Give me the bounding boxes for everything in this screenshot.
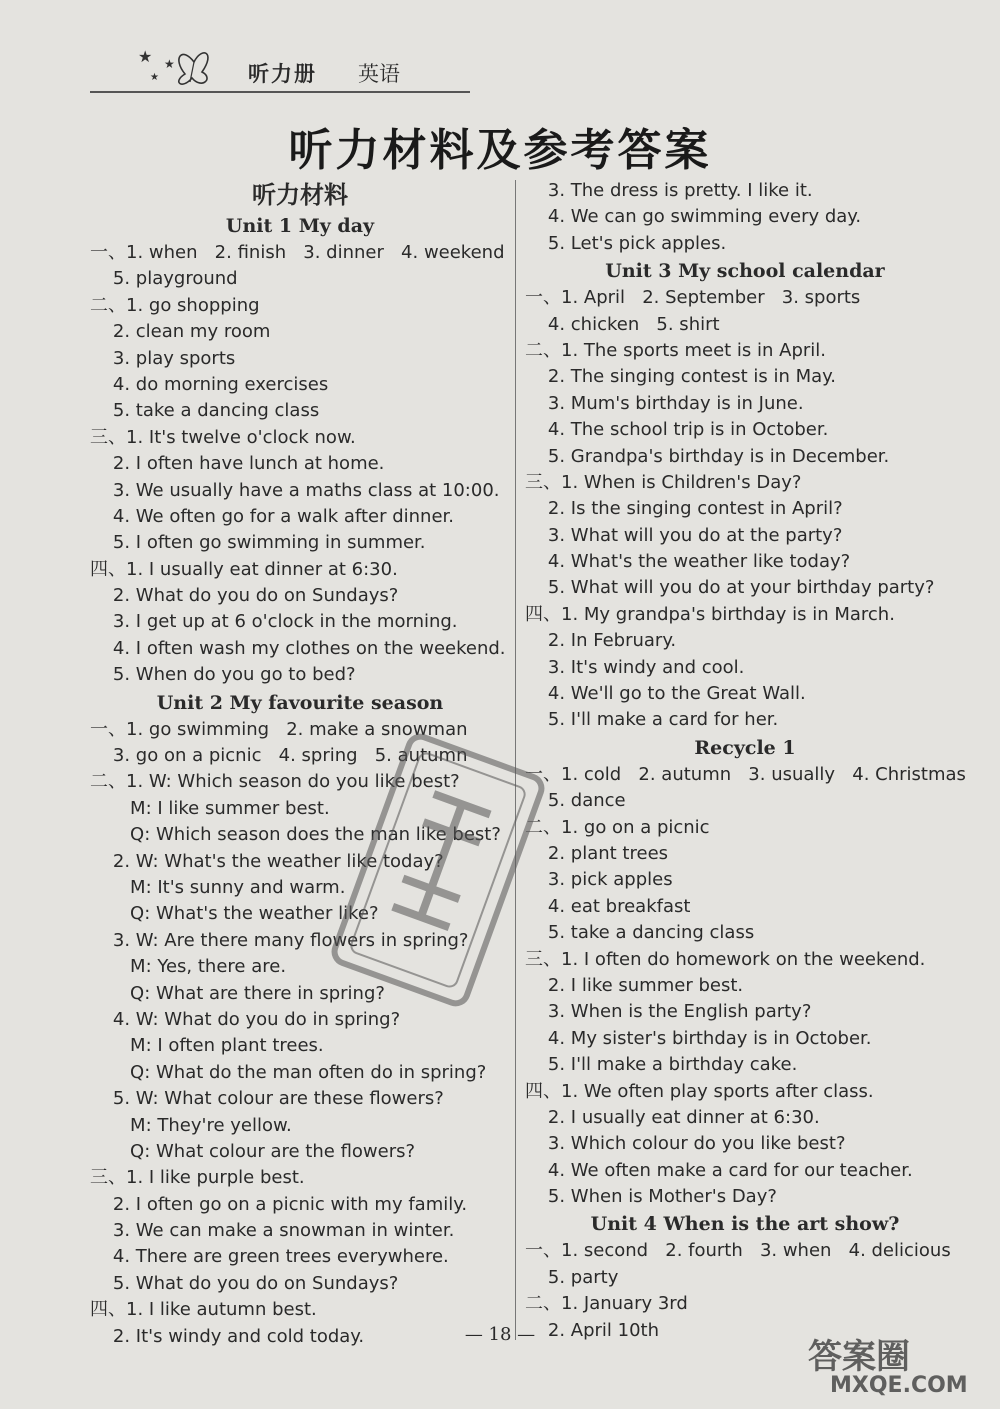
answer-line: Q: Which season does the man like best?: [90, 824, 501, 846]
answer-line: 2. W: What's the weather like today?: [90, 850, 444, 872]
answer-line: 2. The singing contest is in May.: [525, 366, 836, 388]
answer-line: Q: What are there in spring?: [90, 982, 385, 1004]
subject-label: 英语: [358, 62, 400, 86]
section-title: 听力材料: [252, 181, 348, 209]
answer-line: 5. take a dancing class: [525, 922, 755, 944]
answer-line: 5. W: What colour are these flowers?: [90, 1088, 444, 1110]
answer-line: 5. I'll make a birthday cake.: [525, 1054, 798, 1076]
answer-line: 3. Mum's birthday is in June.: [525, 392, 804, 414]
answer-line: 2. April 10th: [525, 1319, 660, 1341]
answer-line: 4. There are green trees everywhere.: [90, 1246, 449, 1268]
answer-line: Q: What colour are the flowers?: [90, 1140, 416, 1162]
answer-line: 一、1. when 2. finish 3. dinner 4. weekend: [90, 242, 505, 263]
answer-line: 5. What do you do on Sundays?: [90, 1272, 399, 1294]
answer-line: 一、1. second 2. fourth 3. when 4. delicious: [525, 1240, 951, 1262]
answer-line: 4. My sister's birthday is in October.: [525, 1027, 872, 1049]
answer-line: 3. What will you do at the party?: [525, 524, 843, 546]
answer-line: 2. I like summer best.: [525, 974, 744, 996]
page-title: 听力材料及参考答案: [288, 125, 712, 176]
answer-line: 一、1. go swimming 2. make a snowman: [90, 718, 468, 740]
answer-line: 3. It's windy and cool.: [525, 656, 745, 678]
answer-line: 4. We often go for a walk after dinner.: [90, 505, 454, 527]
answer-line: 2. Is the singing contest in April?: [525, 498, 843, 520]
answer-line: M: I like summer best.: [90, 797, 330, 819]
answer-line: 5. When do you go to bed?: [90, 664, 356, 686]
answer-line: 二、1. go on a picnic: [525, 816, 710, 838]
answer-line: 4. eat breakfast: [525, 895, 691, 917]
answer-line: 5. Let's pick apples.: [525, 232, 727, 254]
answer-line: 三、1. I often do homework on the weekend.: [525, 948, 926, 970]
unit-title: Unit 2 My favourite season: [156, 691, 444, 714]
answer-line: 2. I usually eat dinner at 6:30.: [525, 1106, 820, 1128]
answer-line: 4. The school trip is in October.: [525, 419, 829, 441]
answer-line: 2. plant trees: [525, 842, 669, 864]
answer-line: 三、1. I like purple best.: [90, 1167, 305, 1189]
answer-line: Q: What's the weather like?: [90, 903, 379, 925]
answer-line: 三、1. It's twelve o'clock now.: [90, 426, 356, 448]
answer-line: 四、1. I like autumn best.: [90, 1299, 317, 1321]
book-title: 听力册: [248, 61, 317, 86]
answer-line: 3. pick apples: [525, 869, 673, 891]
answer-line: 5. What will you do at your birthday party?: [525, 577, 935, 599]
answer-line: 3. Which colour do you like best?: [525, 1133, 846, 1155]
answer-line: M: Yes, there are.: [90, 956, 287, 978]
svg-text:★: ★: [150, 72, 159, 83]
answer-line: M: They're yellow.: [90, 1114, 292, 1136]
answer-line: 5. dance: [525, 790, 626, 812]
logo-text: 答案圈: [808, 1337, 910, 1377]
answer-line: 二、1. W: Which season do you like best?: [90, 771, 460, 793]
answer-line: 二、1. January 3rd: [525, 1293, 688, 1315]
answer-line: M: It's sunny and warm.: [90, 876, 346, 898]
answer-line: 4. What's the weather like today?: [525, 551, 851, 573]
answer-line: 四、1. My grandpa's birthday is in March.: [525, 603, 895, 625]
answer-line: 2. In February.: [525, 630, 677, 652]
answer-line: 二、1. go shopping: [90, 294, 260, 316]
answer-line: M: I often plant trees.: [90, 1035, 324, 1057]
svg-text:★: ★: [138, 47, 153, 66]
answer-line: 4. I often wash my clothes on the weekend.: [90, 637, 506, 659]
answer-line: 4. We can go swimming every day.: [525, 206, 862, 228]
page-number: — 18 —: [464, 1324, 536, 1345]
header-rule: [90, 91, 470, 93]
answer-line: 4. do morning exercises: [90, 373, 329, 395]
answer-line: 5. Grandpa's birthday is in December.: [525, 445, 890, 467]
answer-line: 一、1. April 2. September 3. sports: [525, 287, 861, 309]
answer-line: 5. take a dancing class: [90, 400, 320, 422]
svg-text:★: ★: [164, 57, 175, 71]
page-header: [90, 38, 470, 93]
answer-line: 二、1. The sports meet is in April.: [525, 339, 827, 361]
logo-url: MXQE.COM: [830, 1373, 968, 1398]
answer-line: 5. party: [525, 1266, 619, 1288]
answer-line: 4. We often make a card for our teacher.: [525, 1159, 913, 1181]
answer-line: 3. go on a picnic 4. spring 5. autumn: [90, 745, 468, 767]
answer-line: 2. I often have lunch at home.: [90, 453, 385, 475]
answer-line: 2. It's windy and cold today.: [90, 1325, 365, 1347]
answer-line: 2. I often go on a picnic with my family.: [90, 1193, 468, 1215]
unit-title: Unit 3 My school calendar: [605, 260, 885, 283]
unit-title: Recycle 1: [694, 736, 796, 759]
answer-line: 3. When is the English party?: [525, 1001, 812, 1023]
unit-title: Unit 1 My day: [225, 215, 375, 237]
answer-line: 3. We usually have a maths class at 10:00.: [90, 479, 500, 501]
answer-line: 5. playground: [90, 268, 238, 290]
answer-line: 5. When is Mother's Day?: [525, 1186, 777, 1208]
answer-line: 3. W: Are there many flowers in spring?: [90, 929, 469, 951]
answer-line: 5. I often go swimming in summer.: [90, 532, 426, 554]
answer-line: 3. I get up at 6 o'clock in the morning.: [90, 611, 458, 633]
answer-line: 3. The dress is pretty. I like it.: [525, 180, 813, 201]
answer-line: 2. clean my room: [90, 321, 271, 343]
answer-line: 四、1. I usually eat dinner at 6:30.: [90, 558, 398, 580]
answer-line: 三、1. When is Children's Day?: [525, 471, 802, 493]
answer-line: 四、1. We often play sports after class.: [525, 1080, 874, 1102]
answer-line: 3. play sports: [90, 347, 236, 369]
answer-line: 一、1. cold 2. autumn 3. usually 4. Christmas: [525, 763, 966, 785]
butterfly-stars-icon: [90, 38, 240, 90]
answer-line: 4. We'll go to the Great Wall.: [525, 683, 806, 705]
right-column: [525, 178, 965, 1344]
answer-line: Q: What do the man often do in spring?: [90, 1061, 487, 1083]
answer-line: 3. We can make a snowman in winter.: [90, 1220, 455, 1242]
answer-line: 2. What do you do on Sundays?: [90, 585, 399, 607]
answer-line: 4. W: What do you do in spring?: [90, 1008, 401, 1030]
answer-line: 5. I'll make a card for her.: [525, 709, 779, 731]
answer-line: 4. chicken 5. shirt: [525, 313, 720, 335]
unit-title: Unit 4 When is the art show?: [590, 1213, 900, 1236]
